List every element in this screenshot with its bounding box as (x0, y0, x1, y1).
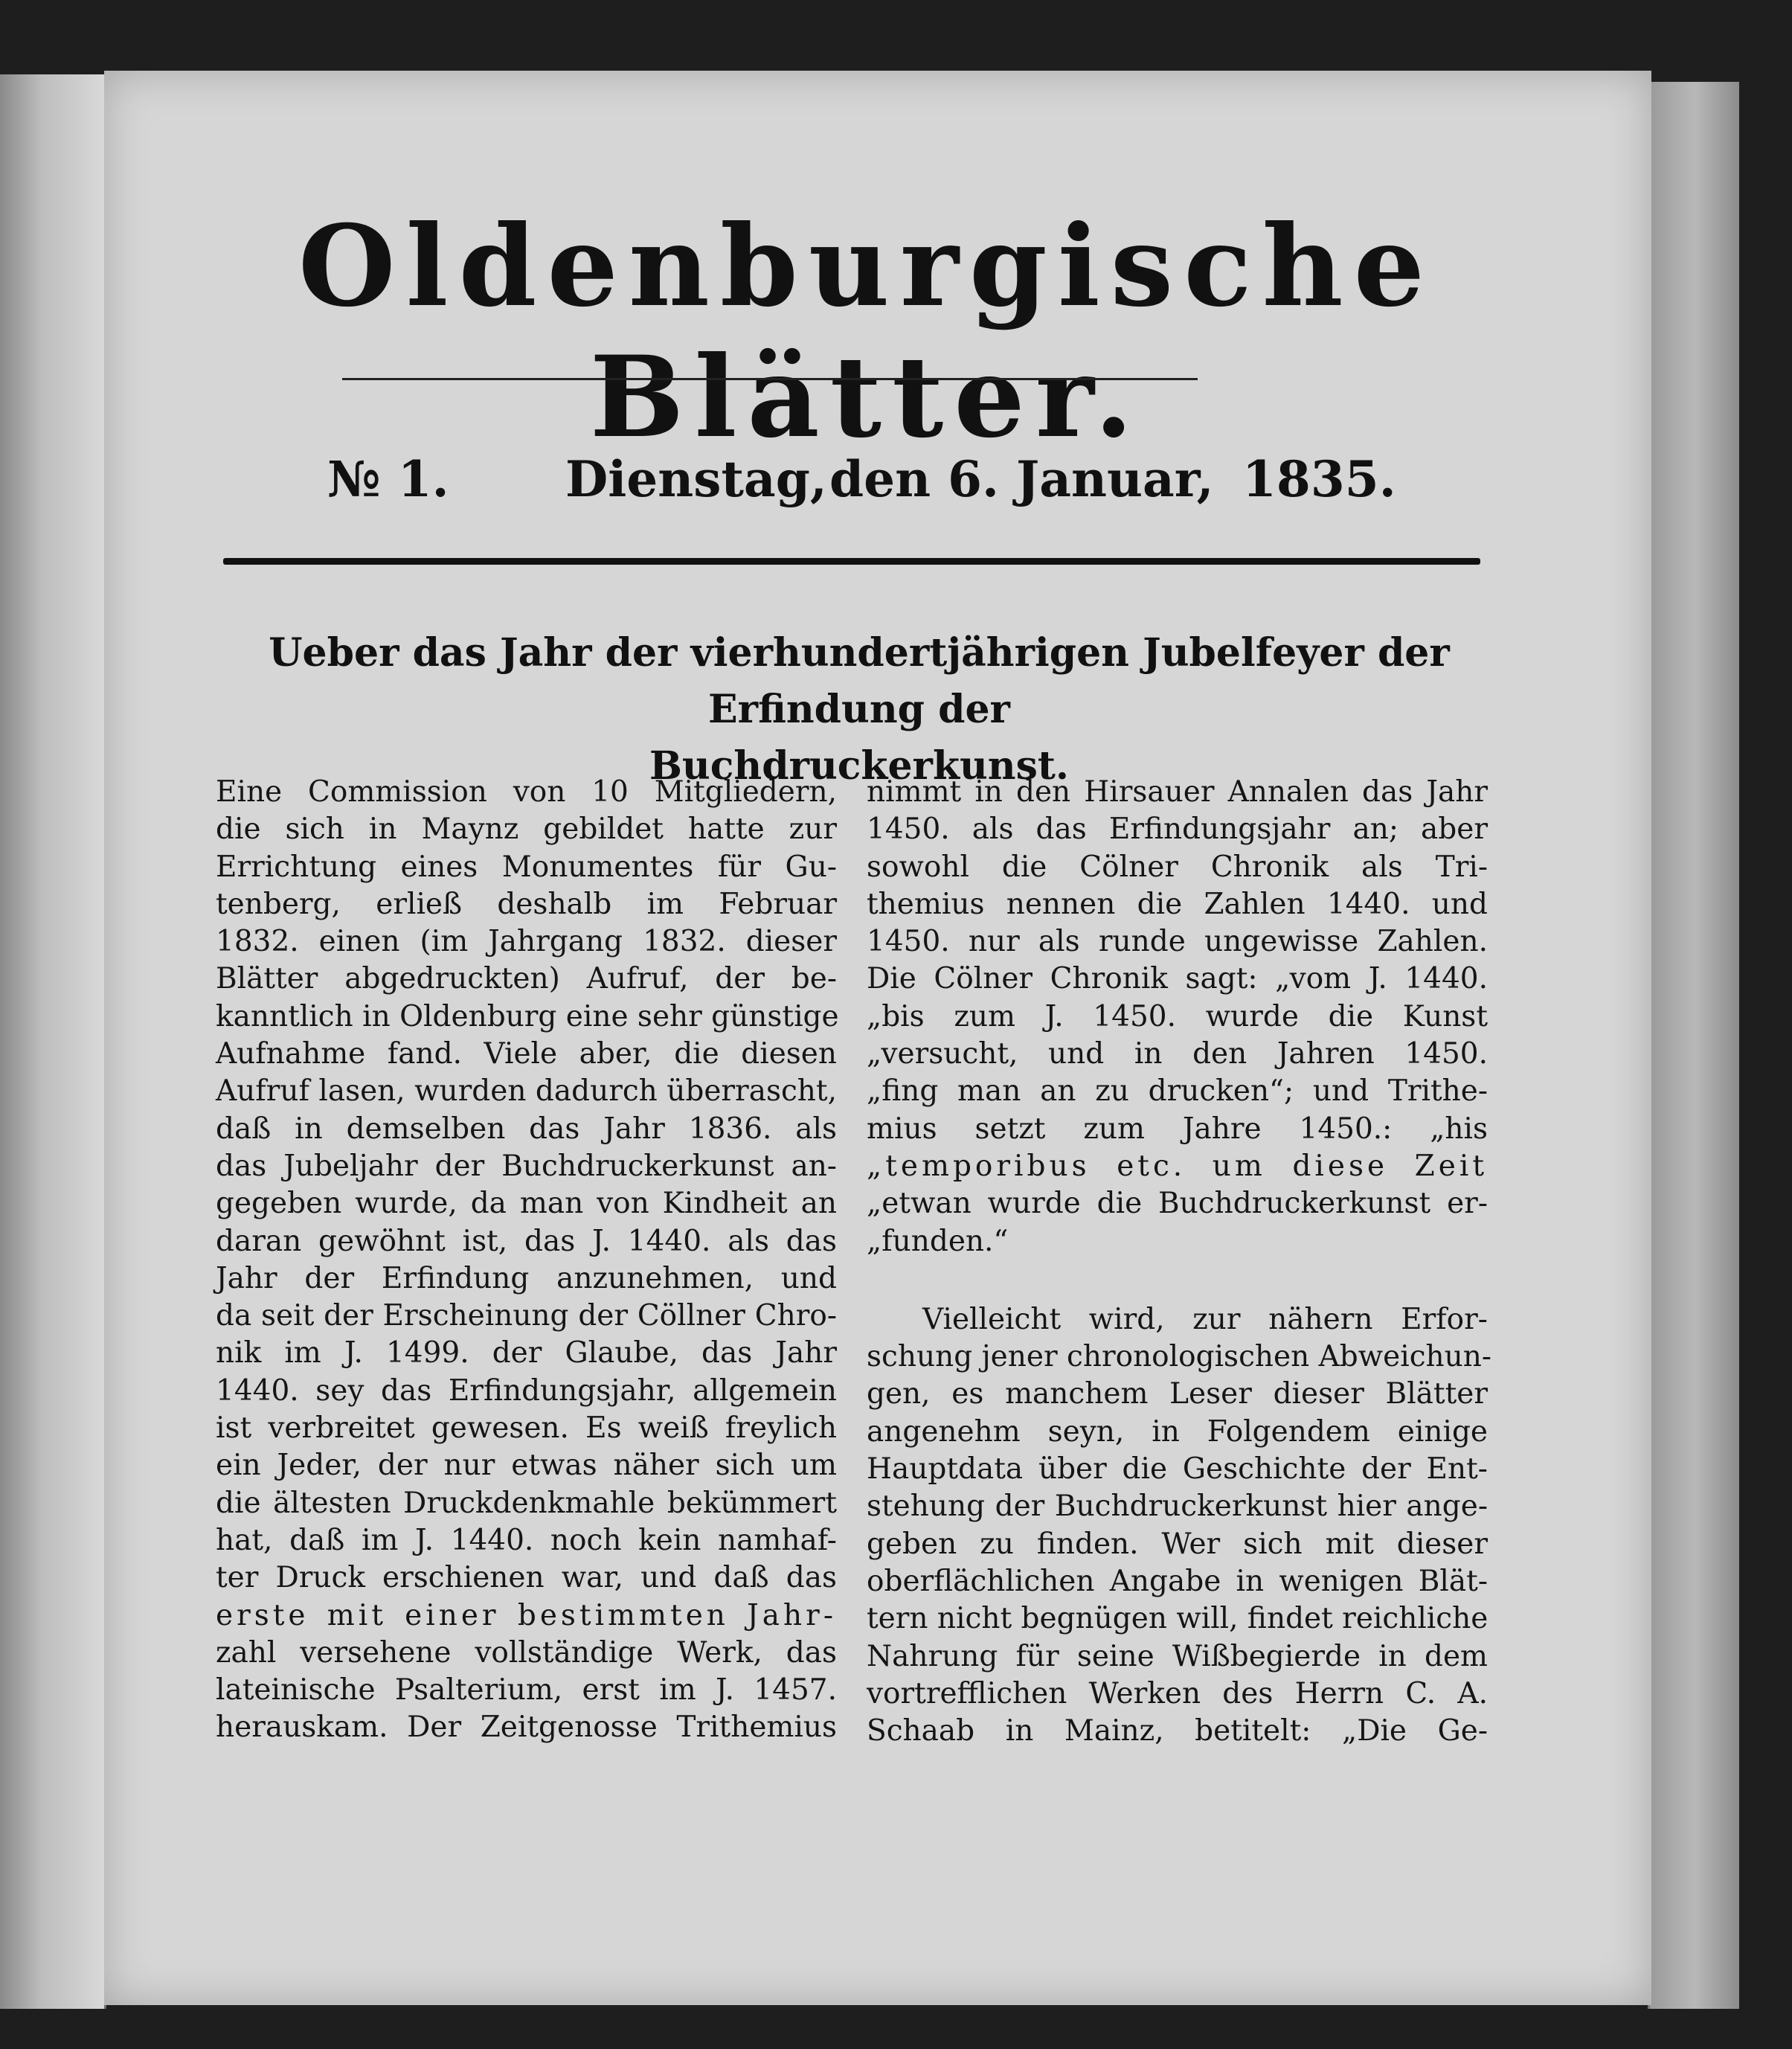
text-line: Nahrung für seine Wißbegierde in dem (867, 1639, 1488, 1673)
text-line: Vielleicht wird, zur nähern Erfor- (922, 1302, 1488, 1336)
text-line: geben zu finden. Wer sich mit dieser (867, 1527, 1488, 1561)
text-line: daß in demselben das Jahr 1836. als (216, 1112, 837, 1146)
text-column-left (216, 774, 837, 1747)
text-line: vortrefflichen Werken des Herrn C. A. (867, 1676, 1488, 1710)
text-line: Aufruf lasen, wurden dadurch überrascht, (216, 1074, 837, 1109)
text-column-right (867, 774, 1492, 1750)
text-line: sowohl die Cölner Chronik als Tri- (867, 850, 1488, 884)
text-line: daran gewöhnt ist, das J. 1440. als das (216, 1224, 837, 1258)
text-line: „funden.“ (867, 1224, 1009, 1258)
text-line: gegeben wurde, da man von Kindheit an (216, 1187, 837, 1221)
text-line: „versucht, und in den Jahren 1450. (867, 1037, 1488, 1071)
text-line: „temporibus etc. um diese Zeit (867, 1149, 1488, 1183)
text-line: nik im J. 1499. der Glaube, das Jahr (216, 1336, 837, 1370)
article-title-line: Ueber das Jahr der vierhundertjährigen Jubelfeyer der Erfindung der (269, 630, 1450, 732)
issue-weekday: Dienstag, (565, 450, 827, 508)
text-line: Die Cölner Chronik sagt: „vom J. 1440. (867, 962, 1488, 996)
article-title-line: Buchdruckerkunst. (649, 743, 1069, 789)
text-line: Errichtung eines Monumentes für Gu- (216, 850, 837, 884)
text-line: tenberg, erließ deshalb im Februar (216, 887, 837, 921)
text-line: Jahr der Erfindung anzunehmen, und (216, 1261, 837, 1295)
text-line: nimmt in den Hirsauer Annalen das Jahr (867, 775, 1488, 809)
text-line: 1450. nur als runde ungewisse Zahlen. (867, 925, 1488, 959)
text-line: ein Jeder, der nur etwas näher sich um (216, 1449, 837, 1483)
book-board-right (1648, 82, 1739, 2009)
text-line: da seit der Erscheinung der Cöllner Chro- (216, 1299, 837, 1333)
masthead-rule (342, 378, 1198, 380)
text-line: stehung der Buchdruckerkunst hier ange- (867, 1490, 1488, 1524)
text-line: tern nicht begnügen will, findet reichliche (867, 1602, 1488, 1636)
text-line: themius nennen die Zahlen 1440. und (867, 887, 1488, 921)
issue-number: № 1. (327, 450, 449, 508)
text-line: die sich in Maynz gebildet hatte zur (216, 812, 837, 847)
text-line: Eine Commission von 10 Mitgliedern, (216, 775, 837, 809)
text-line: schung jener chronologischen Abweichun- (867, 1340, 1492, 1374)
text-line: oberflächlichen Angabe in wenigen Blät- (867, 1564, 1488, 1598)
text-line: „etwan wurde die Buchdruckerkunst er- (867, 1187, 1488, 1221)
text-line: ist verbreitet gewesen. Es weiß freylich (216, 1411, 837, 1446)
text-line: „fing man an zu drucken“; und Trithe- (867, 1074, 1488, 1109)
text-line: Schaab in Mainz, betitelt: „Die Ge- (867, 1714, 1488, 1748)
text-line: zahl versehene vollständige Werk, das (216, 1635, 837, 1670)
text-line: lateinische Psalterium, erst im J. 1457. (216, 1673, 837, 1707)
text-line: die ältesten Druckdenkmahle bekümmert (216, 1486, 837, 1520)
text-line: Aufnahme fand. Viele aber, die diesen (216, 1037, 837, 1071)
text-line: herauskam. Der Zeitgenosse Trithemius (216, 1710, 837, 1745)
issue-year: 1835. (1242, 450, 1396, 508)
paragraph-gap (867, 1260, 1488, 1301)
issue-date: den 6. Januar, (829, 450, 1214, 508)
article-title (216, 625, 1503, 795)
text-line: erste mit einer bestimmten Jahr- (216, 1598, 837, 1632)
book-cover-left (0, 74, 106, 2009)
text-line: das Jubeljahr der Buchdruckerkunst an- (216, 1149, 837, 1183)
header-rule (223, 558, 1480, 565)
text-line: kanntlich in Oldenburg eine sehr günstige (216, 999, 839, 1033)
text-line: Hauptdata über die Geschichte der Ent- (867, 1452, 1488, 1487)
masthead-title: Oldenburgische Blätter. (298, 201, 1436, 463)
issue-line (327, 450, 1398, 517)
text-line: „bis zum J. 1450. wurde die Kunst (867, 999, 1488, 1033)
text-line: angenehm seyn, in Folgendem einige (867, 1414, 1488, 1449)
text-line: gen, es manchem Leser dieser Blätter (867, 1377, 1488, 1411)
text-line: ter Druck erschienen war, und daß das (216, 1561, 837, 1595)
text-line: 1450. als das Erfindungsjahr an; aber (867, 812, 1488, 847)
text-line: hat, daß im J. 1440. noch kein namhaf- (216, 1523, 837, 1557)
text-line: 1832. einen (im Jahrgang 1832. dieser (216, 925, 837, 959)
text-line: Blätter abgedruckten) Aufruf, der be- (216, 962, 837, 996)
text-line: mius setzt zum Jahre 1450.: „his (867, 1112, 1488, 1146)
text-line: 1440. sey das Erfindungsjahr, allgemein (216, 1373, 837, 1408)
